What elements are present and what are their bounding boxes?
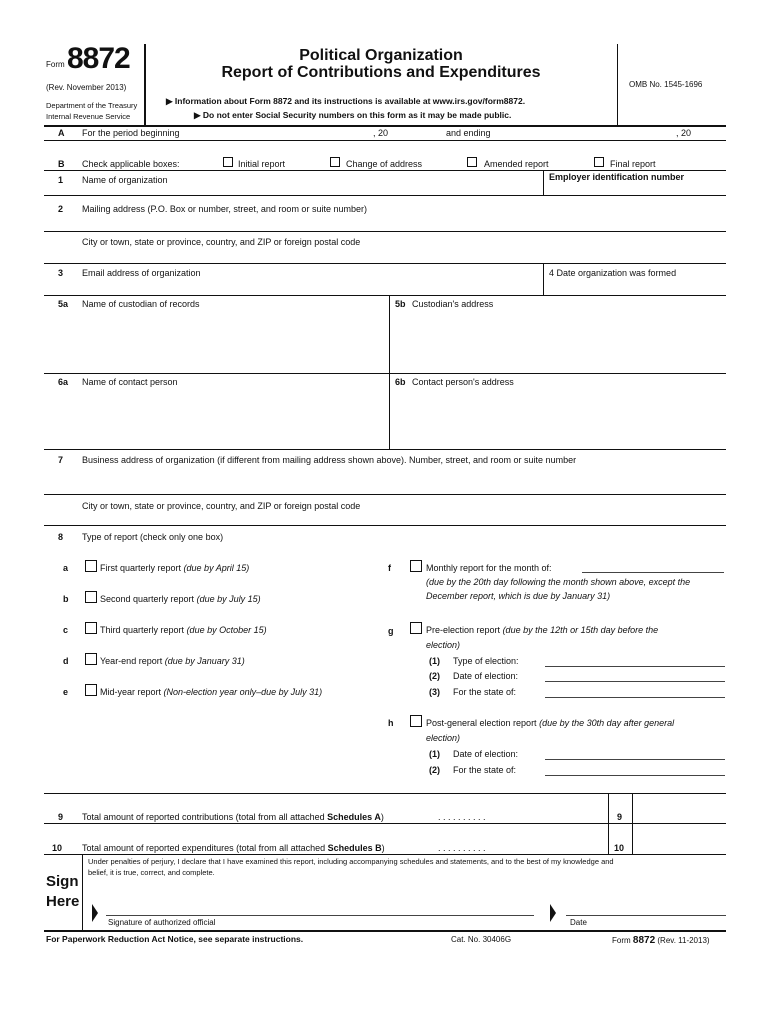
change-of-address-label: Change of address [346,159,423,169]
line-10-num: 10 [52,843,63,853]
post-general-due1: (due by the 30th day after general [539,718,675,728]
line-6a-label: Name of contact person [82,377,178,387]
line-7-num: 7 [58,455,64,465]
line-10-label [82,843,385,853]
pre-election-due1: (due by the 12th or 15th day before the [502,625,659,635]
amended-report-checkbox[interactable] [467,157,477,167]
pre-election-type-field[interactable] [545,666,725,667]
initial-report-checkbox[interactable] [223,157,233,167]
form-number: 8872 [67,42,130,75]
line-8e-letter: e [63,687,69,697]
line-6a-num: 6a [58,377,69,387]
line-9-box-label: 9 [617,812,623,822]
pre-election-text: Pre-election report [426,625,501,635]
year-end-label [100,656,245,666]
line-1-label: Name of organization [82,175,168,185]
line-6b-label: Contact person's address [412,377,514,387]
line-9-close: ) [380,812,384,822]
final-report-checkbox[interactable] [594,157,604,167]
line-2-city-rule [44,263,726,264]
dept-line1: Department of the Treasury [46,101,138,110]
line-9-dots: . . . . . . . . . . [438,812,486,822]
line-b-label: Check applicable boxes: [82,159,180,169]
line-7-rule [44,494,726,495]
line-8d-letter: d [63,656,69,666]
line-3-label: Email address of organization [82,268,201,278]
third-quarterly-text: Third quarterly report [100,625,185,635]
line-9-rule-top [44,793,726,794]
line-9-num: 9 [58,812,64,822]
pre-election-date-field[interactable] [545,681,725,682]
second-quarterly-due: (due by July 15) [196,594,261,604]
initial-report-label: Initial report [238,159,286,169]
line-8g-letter: g [388,626,394,636]
monthly-report-due2: December report, which is due by January 31) [426,591,611,601]
line-10-close: ) [381,843,385,853]
date-arrow-icon [550,904,556,922]
pre-election-due2: election) [426,640,461,650]
line-9-schedule: Schedules A [327,812,381,822]
info-line1: ▶ Information about Form 8872 and its instructions is available at www.irs.gov/form8872. [166,96,526,106]
sign-word: Sign [46,873,79,890]
pre-election-sub1-num: (1) [429,656,440,666]
first-quarterly-checkbox[interactable] [85,560,97,572]
mid-year-due: (Non-election year only–due by July 31) [163,687,323,697]
monthly-report-month-field[interactable] [582,572,724,573]
organization-name-field[interactable] [82,176,537,192]
pre-election-sub2-label: Date of election: [453,671,519,681]
line-4-label: 4 Date organization was formed [549,268,677,278]
line-10-dots: . . . . . . . . . . [438,843,486,853]
post-general-sub2-num: (2) [429,765,440,775]
paperwork-notice: For Paperwork Reduction Act Notice, see separate instructions. [46,934,304,944]
year-end-checkbox[interactable] [85,653,97,665]
line-2-label: Mailing address (P.O. Box or number, street, and room or suite number) [82,204,367,214]
here-word: Here [46,893,80,910]
omb-number: OMB No. 1545-1696 [629,80,703,89]
second-quarterly-text: Second quarterly report [100,594,195,604]
line-9-label [82,812,384,822]
pre-election-sub1-label: Type of election: [453,656,519,666]
line-2-num: 2 [58,204,64,214]
line-2-city-label: City or town, state or province, country, and ZIP or foreign postal code [82,237,361,247]
first-quarterly-label [100,563,249,573]
info-line2: ▶ Do not enter Social Security numbers on this form as it may be made public. [194,110,512,120]
line-8-label: Type of report (check only one box) [82,532,224,542]
line-3-num: 3 [58,268,64,278]
date-label: Date [570,918,587,927]
second-quarterly-label [100,594,261,604]
sign-rule-bottom [44,930,726,932]
pre-election-sub3-num: (3) [429,687,440,697]
line-a-year1: , 20 [373,128,389,138]
post-general-sub2-label: For the state of: [453,765,517,775]
post-general-label [426,718,674,728]
footer-form-word: Form [612,936,631,945]
sign-divider [82,854,83,931]
post-general-text: Post-general election report [426,718,537,728]
line-9-rule-bottom [44,823,726,824]
third-quarterly-due: (due by October 15) [186,625,267,635]
perjury-line1: Under penalties of perjury, I declare that I have examined this report, including accompanying schedules and statements, and to the best of my knowledge and [88,857,614,866]
line-4-divider [543,263,544,295]
perjury-line2: belief, it is true, correct, and complete. [88,868,215,877]
post-general-due2: election) [426,733,461,743]
year-end-text: Year-end report [100,656,163,666]
monthly-report-due1: (due by the 20th day following the month shown above, except the [426,577,691,587]
change-of-address-checkbox[interactable] [330,157,340,167]
header-divider-left [144,44,146,126]
third-quarterly-label [100,625,267,635]
line-6-rule [44,449,726,450]
pre-election-label [426,625,658,635]
form-title-line2: Report of Contributions and Expenditures [221,64,541,81]
mid-year-label [100,687,322,697]
line-b-letter: B [58,159,65,169]
line-8f-letter: f [388,563,391,573]
line-5a-num: 5a [58,299,69,309]
form-title-line1: Political Organization [299,47,463,64]
line-7-label: Business address of organization (if different from mailing address shown above). Number, street, and room or suite number [82,455,577,465]
pre-election-checkbox[interactable] [410,622,422,634]
post-general-state-field[interactable] [545,775,725,776]
line-7-city-rule [44,525,726,526]
line-3-rule [44,295,726,296]
year-end-due: (due by January 31) [164,656,245,666]
line-5-divider [389,295,390,373]
ein-field[interactable] [549,182,719,194]
cat-number: Cat. No. 30406G [451,935,512,944]
line-5b-label: Custodian's address [412,299,494,309]
pre-election-state-field[interactable] [545,697,725,698]
mid-year-checkbox[interactable] [85,684,97,696]
signature-arrow-icon [92,904,98,922]
form-word: Form [46,60,65,69]
line-7-city-label: City or town, state or province, country, and ZIP or foreign postal code [82,501,361,511]
ein-label: Employer identification number [549,172,685,182]
line-5a-label: Name of custodian of records [82,299,200,309]
dept-line2: Internal Revenue Service [46,112,131,121]
second-quarterly-checkbox[interactable] [85,591,97,603]
monthly-report-label: Monthly report for the month of: [426,563,552,573]
line-8-num: 8 [58,532,64,542]
line-a-letter: A [58,128,65,138]
post-general-sub1-num: (1) [429,749,440,759]
amended-report-label: Amended report [484,159,549,169]
footer-form-number: 8872 [632,935,656,946]
line-8c-letter: c [63,625,69,635]
line-1-num: 1 [58,175,64,185]
line-a-label: For the period beginning [82,128,180,138]
line-2-rule [44,231,726,232]
line-1-rule-top [44,170,726,171]
pre-election-sub3-label: For the state of: [453,687,517,697]
line-5-rule [44,373,726,374]
line-a-rule [44,140,726,141]
line-6b-num: 6b [395,377,406,387]
line-6-divider [389,373,390,449]
first-quarterly-due: (due by April 15) [183,563,250,573]
line-8b-letter: b [63,594,69,604]
line-a-year2: , 20 [676,128,692,138]
line-10-box-label: 10 [614,843,625,853]
footer-rev: (Rev. 11-2013) [657,936,710,945]
signature-label: Signature of authorized official [108,918,216,927]
post-general-sub1-label: Date of election: [453,749,519,759]
monthly-report-checkbox[interactable] [410,560,422,572]
date-field[interactable] [566,915,726,916]
header-rule [44,125,726,127]
mid-year-text: Mid-year report [100,687,162,697]
line-1-rule-bottom [44,195,726,196]
line-a-and-ending: and ending [446,128,491,138]
form-revision: (Rev. November 2013) [46,83,127,92]
final-report-label: Final report [610,159,656,169]
first-quarterly-text: First quarterly report [100,563,182,573]
line-9-text: Total amount of reported contributions (total from all attached [82,812,328,822]
post-general-checkbox[interactable] [410,715,422,727]
line-5b-num: 5b [395,299,406,309]
signature-field[interactable] [106,915,534,916]
third-quarterly-checkbox[interactable] [85,622,97,634]
post-general-date-field[interactable] [545,759,725,760]
line-10-rule-bottom [44,854,726,855]
line-8h-letter: h [388,718,394,728]
line-10-schedule: Schedules B [327,843,382,853]
line-8a-letter: a [63,563,69,573]
pre-election-sub2-num: (2) [429,671,440,681]
footer-form-ref [612,935,710,946]
line-10-text: Total amount of reported expenditures (total from all attached [82,843,328,853]
ein-divider [543,170,544,195]
header-divider-right [617,44,618,126]
